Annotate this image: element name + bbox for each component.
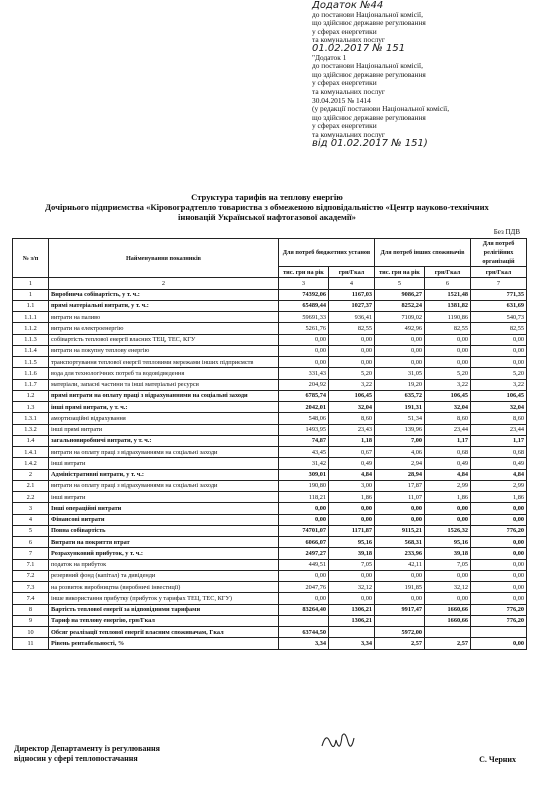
cell-r: 776,20 — [471, 525, 527, 536]
cell-b2: 0,67 — [329, 447, 375, 458]
cell-o1: 7109,02 — [375, 312, 425, 323]
header-line: до постанови Національної комісії, — [312, 9, 423, 19]
cell-o2: 0,00 — [425, 357, 471, 368]
header-line: 01.02.2017 № 151 — [312, 42, 406, 54]
cell-name: витрати на покупну теплову енергію — [49, 345, 279, 356]
cell-b2: 0,49 — [329, 458, 375, 469]
cell-o1: 2,94 — [375, 458, 425, 469]
cell-o2: 32,12 — [425, 582, 471, 593]
cell-b2: 0,00 — [329, 593, 375, 604]
cell-b1: 5261,76 — [279, 323, 329, 334]
cell-b1: 2497,27 — [279, 548, 329, 559]
cell-o1: 19,20 — [375, 379, 425, 390]
table-row — [13, 323, 527, 334]
sub-header: грн/Гкал — [329, 267, 375, 278]
cell-n: 1.1 — [13, 300, 49, 311]
table-row — [13, 357, 527, 368]
table-row — [13, 492, 527, 503]
cell-o1: 492,96 — [375, 323, 425, 334]
header-line: у сферах енергетики — [312, 26, 377, 36]
cell-b1: 0,00 — [279, 345, 329, 356]
table-row — [13, 503, 527, 514]
cell-o2: 0,00 — [425, 570, 471, 581]
cell-name: витрати на електроенергію — [49, 323, 279, 334]
cell-o1: 568,31 — [375, 537, 425, 548]
cell-b2: 1,86 — [329, 492, 375, 503]
cell-n: 4 — [13, 514, 49, 525]
cell-o1: 8252,24 — [375, 300, 425, 311]
cell-r: 0,49 — [471, 458, 527, 469]
table-row — [13, 548, 527, 559]
cell-n: 1.2 — [13, 390, 49, 401]
cell-name: Витрати на покриття втрат — [49, 537, 279, 548]
cell-r: 0,00 — [471, 638, 527, 649]
cell-b1: 331,43 — [279, 368, 329, 379]
cell-o1: 17,87 — [375, 480, 425, 491]
table-row — [13, 379, 527, 390]
cell-b1 — [279, 615, 329, 626]
header-line: та комунальних послуг — [312, 35, 385, 45]
cell-r: 540,73 — [471, 312, 527, 323]
cell-n: 7.4 — [13, 593, 49, 604]
cell-b2: 7,05 — [329, 559, 375, 570]
cell-name: витрати на паливо — [49, 312, 279, 323]
cell-name: прямі матеріальні витрати, у т. ч.: — [49, 300, 279, 311]
cell-o2: 0,00 — [425, 345, 471, 356]
cell-name: Виробнича собівартість, у т. ч.: — [49, 289, 279, 300]
document-title: Структура тарифів на теплову енергію Дочірнього підприємства «Кіровоградтепло товариства з обмеженою відповідальністю «Центр науково-технічних інновацій Української нафтогазової академії» — [45, 192, 489, 222]
cell-name: Повна собівартість — [49, 525, 279, 536]
cell-o1: 0,00 — [375, 357, 425, 368]
cell-o1: 2,57 — [375, 638, 425, 649]
sub-header: тис. грн на рік — [375, 267, 425, 278]
cell-n: 11 — [13, 638, 49, 649]
cell-o2: 0,49 — [425, 458, 471, 469]
cell-b2: 1171,87 — [329, 525, 375, 536]
cell-o2: 1,17 — [425, 435, 471, 446]
cell-o2 — [425, 627, 471, 638]
column-number-row: 1 2 3 4 5 6 7 — [13, 278, 527, 289]
table-row — [13, 312, 527, 323]
cell-b2: 95,16 — [329, 537, 375, 548]
cell-n: 7.2 — [13, 570, 49, 581]
cell-b2: 3,00 — [329, 480, 375, 491]
cell-name: Тариф на теплову енергію, грн/Гкал — [49, 615, 279, 626]
cell-n: 7 — [13, 548, 49, 559]
cell-name: Фінансові витрати — [49, 514, 279, 525]
cell-name: податок на прибуток — [49, 559, 279, 570]
cell-r: 82,55 — [471, 323, 527, 334]
cell-o1: 635,72 — [375, 390, 425, 401]
cell-name: Адміністративні витрати, у т. ч.: — [49, 469, 279, 480]
cell-n: 1.1.4 — [13, 345, 49, 356]
cell-b2: 106,45 — [329, 390, 375, 401]
cell-b1: 548,06 — [279, 413, 329, 424]
cell-o1: 9115,21 — [375, 525, 425, 536]
cell-n: 1.3.2 — [13, 424, 49, 435]
header-line: що здійснює державне регулювання — [312, 18, 426, 28]
cell-b2: 82,55 — [329, 323, 375, 334]
col-header-religious: Для потреб релігійних організацій — [471, 239, 527, 267]
cell-b1: 0,00 — [279, 357, 329, 368]
cell-r: 631,69 — [471, 300, 527, 311]
cell-r: 0,00 — [471, 582, 527, 593]
cell-name: вода для технологічних потреб та водовідведення — [49, 368, 279, 379]
cell-b2: 1,18 — [329, 435, 375, 446]
cell-r: 32,04 — [471, 402, 527, 413]
cell-r: 4,84 — [471, 469, 527, 480]
cell-o1: 31,05 — [375, 368, 425, 379]
cell-b1: 0,00 — [279, 334, 329, 345]
header-line: у сферах енергетики — [312, 78, 377, 88]
table-row — [13, 458, 527, 469]
table-row — [13, 368, 527, 379]
cell-o2: 1521,48 — [425, 289, 471, 300]
cell-n: 1.1.1 — [13, 312, 49, 323]
cell-n: 1.1.6 — [13, 368, 49, 379]
cell-o2: 95,16 — [425, 537, 471, 548]
cell-name: витрати на оплату праці з відрахуваннями на соціальні заходи — [49, 480, 279, 491]
cell-o2: 8,60 — [425, 413, 471, 424]
cell-b1: 83264,40 — [279, 604, 329, 615]
cell-b2: 1167,03 — [329, 289, 375, 300]
cell-b1: 74,87 — [279, 435, 329, 446]
cell-r: 23,44 — [471, 424, 527, 435]
cell-o2: 5,20 — [425, 368, 471, 379]
header-line: (у редакції постанови Національної комісії, — [312, 104, 450, 114]
header-line: від 01.02.2017 № 151) — [312, 137, 428, 149]
cell-o2: 0,00 — [425, 593, 471, 604]
cell-r: 5,20 — [471, 368, 527, 379]
cell-o1: 51,34 — [375, 413, 425, 424]
table-row — [13, 413, 527, 424]
cell-name: інші витрати — [49, 492, 279, 503]
signatory-title: Директор Департаменту із регулювання відносин у сфері теплопостачання — [14, 744, 160, 763]
cell-n: 1.4.2 — [13, 458, 49, 469]
cell-o2: 1,86 — [425, 492, 471, 503]
cell-r: 776,20 — [471, 615, 527, 626]
cell-b1: 2042,01 — [279, 402, 329, 413]
table-row — [13, 345, 527, 356]
cell-o1: 191,85 — [375, 582, 425, 593]
cell-name: собівартість теплової енергії власних ТЕЦ, ТЕС, КГУ — [49, 334, 279, 345]
table-row — [13, 402, 527, 413]
cell-b1: 0,00 — [279, 570, 329, 581]
cell-b1: 1493,95 — [279, 424, 329, 435]
cell-r: 0,68 — [471, 447, 527, 458]
cell-name: Розрахунковий прибуток, у т. ч.: — [49, 548, 279, 559]
header-line: та комунальних послуг — [312, 129, 385, 139]
cell-o2: 1381,82 — [425, 300, 471, 311]
cell-o2: 32,04 — [425, 402, 471, 413]
cell-o1: 233,96 — [375, 548, 425, 559]
cell-r: 0,00 — [471, 334, 527, 345]
header-line: "Додаток 1 — [312, 52, 347, 62]
cell-o2: 4,84 — [425, 469, 471, 480]
cell-o1: 0,00 — [375, 570, 425, 581]
cell-b2: 8,60 — [329, 413, 375, 424]
cell-r: 2,99 — [471, 480, 527, 491]
cell-b1: 6785,74 — [279, 390, 329, 401]
table-row — [13, 334, 527, 345]
cell-n: 2 — [13, 469, 49, 480]
cell-b1: 204,92 — [279, 379, 329, 390]
header-line: що здійснює державне регулювання — [312, 112, 426, 122]
cell-n: 8 — [13, 604, 49, 615]
cell-b1: 0,00 — [279, 514, 329, 525]
cell-b2: 1306,21 — [329, 615, 375, 626]
table-row — [13, 525, 527, 536]
header-line: що здійснює державне регулювання — [312, 69, 426, 79]
cell-b2: 23,43 — [329, 424, 375, 435]
cell-n: 1.3 — [13, 402, 49, 413]
cell-n: 1 — [13, 289, 49, 300]
cell-b1: 74701,07 — [279, 525, 329, 536]
table-row — [13, 390, 527, 401]
header-line: у сферах енергетики — [312, 121, 377, 131]
cell-n: 2.2 — [13, 492, 49, 503]
cell-r: 1,86 — [471, 492, 527, 503]
header-line: та комунальних послуг — [312, 86, 385, 96]
cell-b1: 2047,76 — [279, 582, 329, 593]
cell-r: 771,35 — [471, 289, 527, 300]
cell-b1: 0,00 — [279, 503, 329, 514]
cell-b1: 3,34 — [279, 638, 329, 649]
no-vat-note: Без ПДВ — [493, 228, 520, 236]
cell-r: 0,00 — [471, 548, 527, 559]
cell-o2: 2,99 — [425, 480, 471, 491]
cell-b2: 5,20 — [329, 368, 375, 379]
decree-header — [312, 2, 449, 148]
signature-image — [318, 728, 358, 758]
table-row — [13, 593, 527, 604]
cell-name: транспортування теплової енергії тепловими мережами інших підприємств — [49, 357, 279, 368]
cell-name: інші прямі витрати, у т. ч.: — [49, 402, 279, 413]
cell-b2: 1027,37 — [329, 300, 375, 311]
cell-r: 0,00 — [471, 559, 527, 570]
cell-b1: 63744,50 — [279, 627, 329, 638]
cell-o1: 0,00 — [375, 503, 425, 514]
cell-o2: 106,45 — [425, 390, 471, 401]
table-row — [13, 447, 527, 458]
cell-n: 1.1.5 — [13, 357, 49, 368]
cell-b2: 3,22 — [329, 379, 375, 390]
cell-b1: 190,80 — [279, 480, 329, 491]
cell-name: матеріали, запасні частини та інші матеріальні ресурси — [49, 379, 279, 390]
cell-b1: 59691,33 — [279, 312, 329, 323]
table-row — [13, 424, 527, 435]
cell-o1: 9086,27 — [375, 289, 425, 300]
cell-o2: 7,05 — [425, 559, 471, 570]
cell-b2: 0,00 — [329, 503, 375, 514]
cell-b2: 936,41 — [329, 312, 375, 323]
cell-r: 776,20 — [471, 604, 527, 615]
cell-n: 1.1.7 — [13, 379, 49, 390]
col-header-other: Для потреб інших споживачів — [375, 239, 471, 267]
cell-r: 8,60 — [471, 413, 527, 424]
table-row — [13, 638, 527, 649]
cell-n: 1.1.3 — [13, 334, 49, 345]
cell-o1: 42,11 — [375, 559, 425, 570]
cell-o1: 9917,47 — [375, 604, 425, 615]
table-row — [13, 300, 527, 311]
signatory-name: С. Черних — [479, 755, 516, 764]
table-row — [13, 570, 527, 581]
cell-b1: 74392,06 — [279, 289, 329, 300]
cell-b1: 118,21 — [279, 492, 329, 503]
cell-name: Рівень рентабельності, % — [49, 638, 279, 649]
cell-b2: 0,00 — [329, 570, 375, 581]
table-row — [13, 537, 527, 548]
cell-r — [471, 627, 527, 638]
cell-name: інше використання прибутку (прибуток у тарифах ТЕЦ, ТЕС, КГУ) — [49, 593, 279, 604]
cell-o2: 0,00 — [425, 514, 471, 525]
cell-b2 — [329, 627, 375, 638]
table-row — [13, 514, 527, 525]
table-row — [13, 582, 527, 593]
cell-n: 1.1.2 — [13, 323, 49, 334]
cell-o2: 0,68 — [425, 447, 471, 458]
cell-o2: 1660,66 — [425, 615, 471, 626]
cell-o1: 0,00 — [375, 593, 425, 604]
col-header-budget: Для потреб бюджетних установ — [279, 239, 375, 267]
cell-n: 1.4.1 — [13, 447, 49, 458]
cell-o1: 28,94 — [375, 469, 425, 480]
cell-b2: 0,00 — [329, 514, 375, 525]
cell-name: прямі витрати на оплату праці з відрахуваннями на соціальні заходи — [49, 390, 279, 401]
header-line: Додаток №44 — [312, 0, 384, 11]
table-row — [13, 559, 527, 570]
table-row — [13, 604, 527, 615]
cell-o1: 0,00 — [375, 514, 425, 525]
cell-r: 0,00 — [471, 345, 527, 356]
cell-n: 5 — [13, 525, 49, 536]
cell-o2: 39,18 — [425, 548, 471, 559]
cell-o2: 82,55 — [425, 323, 471, 334]
cell-name: витрати на оплату праці з відрахуваннями на соціальні заходи — [49, 447, 279, 458]
cell-o2: 2,57 — [425, 638, 471, 649]
cell-o1: 0,00 — [375, 334, 425, 345]
cell-o2: 0,00 — [425, 503, 471, 514]
cell-o1: 11,07 — [375, 492, 425, 503]
cell-n: 7.1 — [13, 559, 49, 570]
table-row — [13, 627, 527, 638]
cell-b1: 6066,07 — [279, 537, 329, 548]
cell-b1: 309,01 — [279, 469, 329, 480]
cell-o2: 1660,66 — [425, 604, 471, 615]
cell-name: Вартість теплової енергії за відповідними тарифами — [49, 604, 279, 615]
cell-name: Інші операційні витрати — [49, 503, 279, 514]
cell-n: 2.1 — [13, 480, 49, 491]
cell-b2: 32,12 — [329, 582, 375, 593]
cell-n: 7.3 — [13, 582, 49, 593]
cell-name: амортизаційні відрахування — [49, 413, 279, 424]
cell-b1: 43,45 — [279, 447, 329, 458]
cell-r: 106,45 — [471, 390, 527, 401]
cell-b2: 0,00 — [329, 357, 375, 368]
cell-o2: 1526,32 — [425, 525, 471, 536]
cell-o1: 0,00 — [375, 345, 425, 356]
cell-o1: 5972,00 — [375, 627, 425, 638]
cell-r: 1,17 — [471, 435, 527, 446]
table-row — [13, 435, 527, 446]
cell-o1: 191,31 — [375, 402, 425, 413]
col-header-number: № з/п — [13, 239, 49, 278]
sub-header: грн/Гкал — [471, 267, 527, 278]
cell-o2: 1190,86 — [425, 312, 471, 323]
table-row — [13, 469, 527, 480]
table-row — [13, 480, 527, 491]
cell-name: загальновиробничі витрати, у т. ч.: — [49, 435, 279, 446]
cell-b2: 0,00 — [329, 334, 375, 345]
cell-b1: 65489,44 — [279, 300, 329, 311]
cell-r: 3,22 — [471, 379, 527, 390]
cell-o2: 3,22 — [425, 379, 471, 390]
cell-o1: 4,06 — [375, 447, 425, 458]
cell-b2: 4,84 — [329, 469, 375, 480]
cell-b1: 0,00 — [279, 593, 329, 604]
sub-header: тис. грн на рік — [279, 267, 329, 278]
cell-name: інші витрати — [49, 458, 279, 469]
cell-r: 0,00 — [471, 570, 527, 581]
cell-o1: 139,96 — [375, 424, 425, 435]
tariff-structure-table — [12, 238, 527, 650]
cell-name: резервний фонд (капітал) та дивіденди — [49, 570, 279, 581]
cell-n: 6 — [13, 537, 49, 548]
cell-n: 10 — [13, 627, 49, 638]
cell-b1: 31,42 — [279, 458, 329, 469]
cell-r: 0,00 — [471, 357, 527, 368]
cell-name: Обсяг реалізації теплової енергії власним споживачам, Гкал — [49, 627, 279, 638]
cell-name: інші прямі витрати — [49, 424, 279, 435]
sub-header: грн/Гкал — [425, 267, 471, 278]
cell-b2: 3,34 — [329, 638, 375, 649]
cell-n: 1.4 — [13, 435, 49, 446]
cell-o1: 7,00 — [375, 435, 425, 446]
cell-o2: 23,44 — [425, 424, 471, 435]
cell-r: 0,00 — [471, 503, 527, 514]
cell-r: 0,00 — [471, 514, 527, 525]
table-row — [13, 289, 527, 300]
cell-b1: 449,51 — [279, 559, 329, 570]
cell-b2: 39,18 — [329, 548, 375, 559]
cell-b2: 1306,21 — [329, 604, 375, 615]
cell-r: 0,00 — [471, 593, 527, 604]
header-line: до постанови Національної комісії, — [312, 61, 423, 71]
cell-o2: 0,00 — [425, 334, 471, 345]
cell-b2: 32,04 — [329, 402, 375, 413]
table-row — [13, 615, 527, 626]
header-line: 30.04.2015 № 1414 — [312, 95, 371, 105]
cell-n: 9 — [13, 615, 49, 626]
cell-o1 — [375, 615, 425, 626]
cell-n: 1.3.1 — [13, 413, 49, 424]
col-header-name: Найменування показників — [49, 239, 279, 278]
cell-n: 3 — [13, 503, 49, 514]
cell-name: на розвиток виробництва (виробничі інвестиції) — [49, 582, 279, 593]
cell-b2: 0,00 — [329, 345, 375, 356]
cell-r: 0,00 — [471, 537, 527, 548]
